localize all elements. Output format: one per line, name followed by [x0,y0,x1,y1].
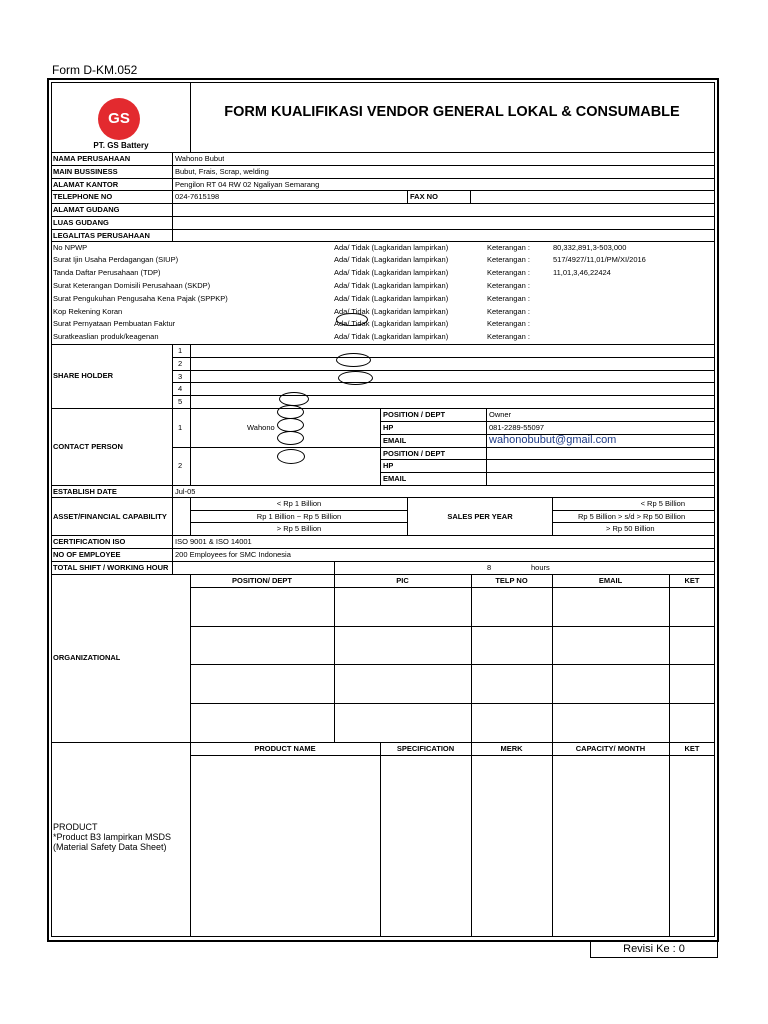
col-line [334,574,335,742]
row-line [190,626,715,627]
share-holder-num: 1 [178,346,183,355]
col-line [190,574,191,742]
col-line [669,574,670,742]
col-line [172,485,173,574]
col-line [380,742,381,937]
share-holder-num: 3 [178,372,183,381]
legal-ket: Keterangan : [487,255,530,265]
position-label: POSITION / DEPT [383,410,446,419]
legal-value: 80,332,891,3-503,000 [553,242,627,252]
legal-label: No NPWP [53,242,88,252]
col-line [669,742,670,937]
cert-label: CERTIFICATION ISO [53,537,126,546]
col-line [471,574,472,742]
row-line [380,472,715,473]
legal-label: Kop Rekening Koran [53,306,123,316]
oval-mark [336,313,368,326]
col-line [552,497,553,535]
product-header-ket: KET [684,744,700,753]
row-line [51,178,715,179]
row-line [172,357,715,358]
oval-mark [277,418,304,432]
oval-mark [279,392,309,406]
org-header-email: EMAIL [598,576,623,585]
product-note-2: (Material Safety Data Sheet) [53,842,167,852]
row-line [190,664,715,665]
org-header-ket: KET [684,576,700,585]
row-line [51,203,715,204]
row-line [190,755,715,756]
product-header-name: PRODUCT NAME [254,744,316,753]
col-line [190,742,191,937]
col-line [172,152,173,241]
legal-value: 517/4927/11,01/PM/XI/2016 [553,255,646,265]
oval-mark [336,353,371,367]
phone-label: TELEPHONE NO [53,192,113,201]
shift-value: 8 [487,563,492,572]
asset-option-1: < Rp 1 Billion [276,499,322,508]
legal-status: Ada/ Tidak (Lagkaridan lampirkan) [334,255,449,265]
legal-ket: Keterangan : [487,280,530,290]
sales-option-1: < Rp 5 Billion [640,499,685,508]
sales-option-3: > Rp 50 Billion [606,524,655,533]
row-line [51,535,715,536]
logo-text: GS [108,110,130,127]
row-line [190,587,715,588]
legal-status: Ada/ Tidak (Lagkaridan lampirkan) [334,319,449,329]
legal-label: Suratkeaslian produk/keagenan [53,332,159,342]
share-holder-label: SHARE HOLDER [53,371,114,380]
legal-ket: Keterangan : [487,332,530,342]
legal-ket: Keterangan : [487,319,530,329]
email-label: EMAIL [383,436,407,445]
legal-status: Ada/ Tidak (Lagkaridan lampirkan) [334,242,449,252]
nama-value: Wahono Bubut [175,154,225,163]
hp-label: HP [383,461,394,470]
oval-mark [277,449,305,464]
asset-option-2: Rp 1 Billion ~ Rp 5 Billion [256,512,342,521]
asset-label: ASSET/FINANCIAL CAPABILITY [53,512,167,521]
legal-status: Ada/ Tidak (Lagkaridan lampirkan) [334,306,449,316]
employee-value: 200 Employees for SMC Indonesia [175,550,291,559]
col-line [172,344,173,408]
org-header-telp: TELP NO [495,576,528,585]
row-line [172,370,715,371]
legal-status: Ada/ Tidak (Lagkaridan lampirkan) [334,332,449,342]
asset-option-3: > Rp 5 Billion [276,524,322,533]
email-value: wahonobubut@gmail.com [489,434,617,446]
main-business-label: MAIN BUSSINESS [53,167,118,176]
org-header-pic: PIC [396,576,409,585]
legal-ket: Keterangan : [487,268,530,278]
row-line [172,382,715,383]
legal-label: Tanda Daftar Perusahaan (TDP) [53,268,161,278]
header-bottom-line [51,152,715,153]
gudang-label: ALAMAT GUDANG [53,205,120,214]
email-label: EMAIL [383,474,407,483]
row-line [51,216,715,217]
legal-label: Surat Pernyataan Pembuatan Faktur [53,319,176,329]
col-line [334,561,335,574]
position-value: Owner [489,410,512,419]
oval-mark [277,405,304,419]
legal-label: Surat Ijin Usaha Perdagangan (SIUP) [53,255,179,265]
share-holder-num: 5 [178,397,183,406]
oval-mark [338,371,373,385]
org-header-position: POSITION/ DEPT [231,576,292,585]
alamat-value: Pengilon RT 04 RW 02 Ngaliyan Semarang [175,180,320,189]
col-line [552,574,553,742]
col-line [470,190,471,203]
product-header-merk: MERK [500,744,523,753]
row-line [51,344,715,345]
cert-value: ISO 9001 & ISO 14001 [175,537,252,546]
row-line [51,229,715,230]
share-holder-num: 2 [178,359,183,368]
row-line [172,395,715,396]
row-line [190,703,715,704]
oval-mark [277,431,304,445]
share-holder-num: 4 [178,384,183,393]
phone-value: 024-7615198 [175,192,220,201]
row-line [51,190,715,191]
sales-option-2: Rp 5 Billion > s/d > Rp 50 Billion [578,512,686,521]
hp-label: HP [383,423,394,432]
sales-label: SALES PER YEAR [447,512,513,521]
shift-label: TOTAL SHIFT / WORKING HOUR [53,563,169,572]
product-header-capacity: CAPACITY/ MONTH [575,744,646,753]
row-line [51,165,715,166]
col-line [407,190,408,203]
row-line [51,485,715,486]
legal-ket: Keterangan : [487,242,530,252]
legal-label: Surat Keterangan Domisili Perusahaan (SKDP) [53,280,211,290]
fax-label: FAX NO [410,192,438,201]
form-title: FORM KUALIFIKASI VENDOR GENERAL LOKAL & CONSUMABLE [224,104,680,120]
alamat-label: ALAMAT KANTOR [53,180,119,189]
luas-gudang-label: LUAS GUDANG [53,218,109,227]
main-business-value: Bubut, Frais, Scrap, welding [175,167,269,176]
row-line [51,548,715,549]
row-line [380,421,715,422]
legal-label: Surat Pengukuhan Pengusaha Kena Pajak (SPPKP) [53,293,228,303]
col-line [471,742,472,937]
contact-label: CONTACT PERSON [53,442,123,451]
legal-ket: Keterangan : [487,306,530,316]
legalitas-header: LEGALITAS PERUSAHAAN [53,231,150,240]
col-line [552,742,553,937]
legal-status: Ada/ Tidak (Lagkaridan lampirkan) [334,268,449,278]
shift-unit: hours [531,563,550,572]
contact-num: 2 [178,461,183,470]
establish-label: ESTABLISH DATE [53,487,117,496]
legal-status: Ada/ Tidak (Lagkaridan lampirkan) [334,293,449,303]
nama-label: NAMA PERUSAHAAN [53,154,131,163]
revisi-label: Revisi Ke : 0 [590,941,718,958]
legal-ket: Keterangan : [487,293,530,303]
contact-name: Wahono [247,423,275,432]
legal-value: 11,01,3,46,22424 [553,268,611,278]
position-label: POSITION / DEPT [383,449,446,458]
product-header-spec: SPECIFICATION [396,744,455,753]
header-divider [190,82,191,152]
legal-status: Ada/ Tidak (Lagkaridan lampirkan) [334,280,449,290]
product-note-1: *Product B3 lampirkan MSDS [53,832,172,842]
product-label: PRODUCT [53,822,98,832]
contact-num: 1 [178,423,183,432]
hp-value: 081-2289-55097 [489,423,545,432]
form-code: Form D-KM.052 [52,63,138,77]
organizational-label: ORGANIZATIONAL [53,653,121,662]
logo-caption: PT. GS Battery [85,141,157,150]
establish-value: Jul-05 [175,487,196,496]
col-line [190,344,191,408]
employee-label: NO OF EMPLOYEE [53,550,121,559]
